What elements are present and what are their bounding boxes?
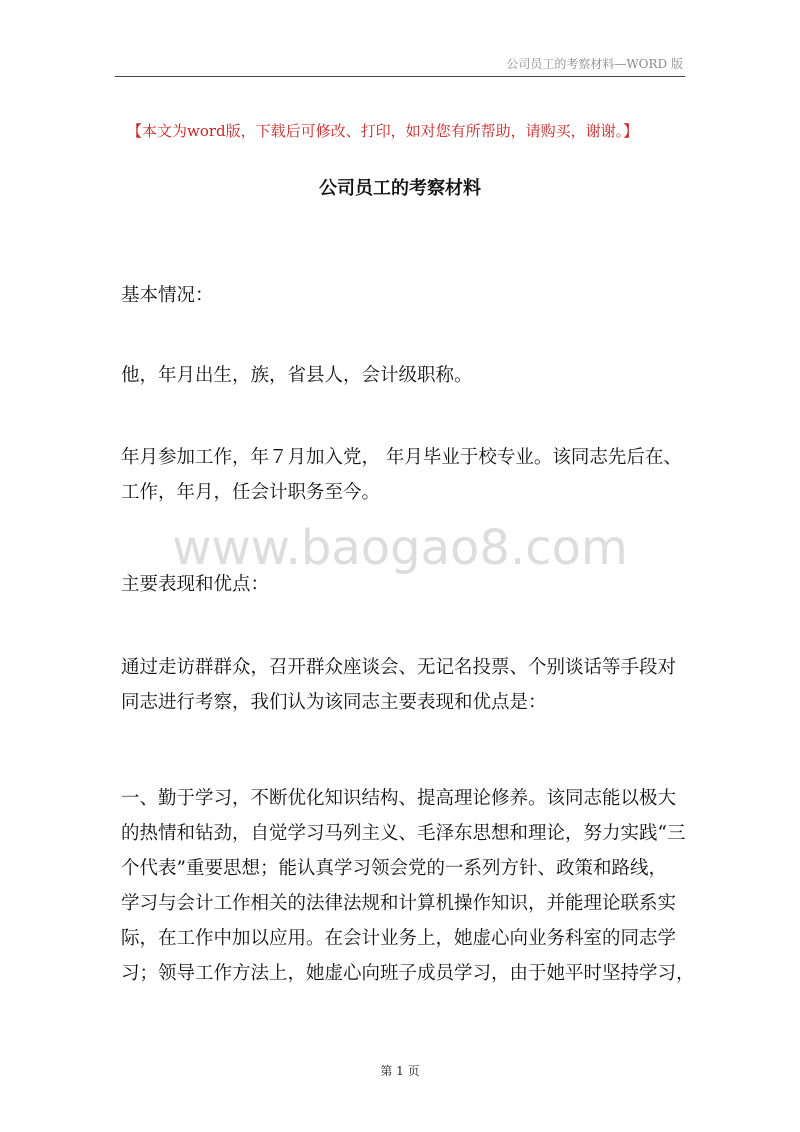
paragraph-evaluation-method [121,650,687,720]
text-line: 同志进行考察，我们认为该同志主要表现和优点是： [121,692,547,713]
paragraph-birth-info [121,358,687,393]
text-line: 际，在工作中加以应用。在会计业务上，她虚心向业务科室的同志学 [121,928,677,949]
text-line: 的热情和钻劲，自觉学习马列主义、毛泽东思想和理论，努力实践“三 [121,823,686,844]
header-divider [115,76,685,77]
basic-info-heading [121,278,687,313]
text-line: 通过走访群群众，召开群众座谈会、无记名投票、个别谈话等手段对 [121,657,677,678]
watermark-text: www.baogao8.com [172,520,628,576]
text-line: 基本情况： [121,285,214,306]
text-line: 学习与会计工作相关的法律法规和计算机操作知识，并能理论联系实 [121,893,677,914]
main-performance-heading [121,567,687,602]
text-line: 年月参加工作，年７月加入党， 年月毕业于校专业。该同志先后在、 [121,447,682,468]
running-header: 公司员工的考察材料—WORD 版 [506,57,683,71]
text-line: 个代表”重要思想；能认真学习领会党的一系列方针、政策和路线， [121,858,667,879]
text-line: 工作，年月，任会计职务至今。 [121,482,381,503]
text-line: 主要表现和优点： [121,574,270,595]
document-title: 公司员工的考察材料 [319,178,481,199]
text-line: 习；领导工作方法上，她虚心向班子成员学习，由于她平时坚持学习， [121,963,695,984]
paragraph-work-history [121,440,687,510]
page-number: 第 1 页 [380,1064,420,1078]
purchase-notice: 【本文为word版，下载后可修改、打印，如对您有所帮助，请购买，谢谢。】 [127,122,639,140]
text-line: 他，年月出生，族，省县人，会计级职称。 [121,365,473,386]
paragraph-study-diligence [121,781,695,991]
text-line: 一、勤于学习，不断优化知识结构、提高理论修养。该同志能以极大 [121,788,677,809]
